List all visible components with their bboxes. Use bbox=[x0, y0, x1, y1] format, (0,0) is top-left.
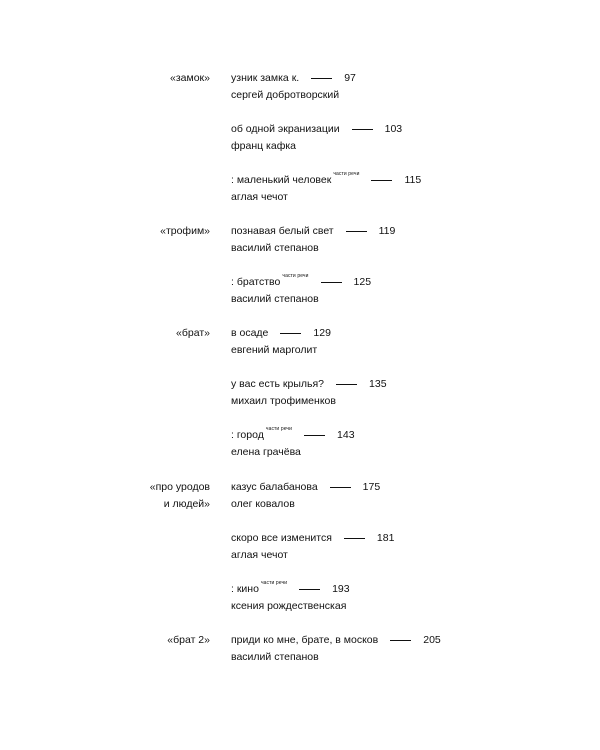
leader-dash bbox=[346, 231, 367, 232]
page-number: 129 bbox=[313, 327, 331, 339]
leader-dash bbox=[304, 435, 325, 436]
page-number: 125 bbox=[353, 276, 372, 288]
toc-entry[interactable] bbox=[231, 427, 571, 461]
entry-author: аглая чечот bbox=[231, 191, 288, 203]
toc-entry[interactable] bbox=[231, 121, 571, 155]
leader-dash bbox=[371, 180, 392, 181]
section-label-brat: «брат» bbox=[176, 327, 210, 339]
leader-dash bbox=[344, 538, 365, 539]
toc-entry[interactable] bbox=[231, 479, 571, 513]
entry-title: в осаде bbox=[231, 327, 269, 339]
leader-dash bbox=[352, 129, 373, 130]
entry-title-line bbox=[231, 427, 571, 443]
entry-title: узник замка к. bbox=[231, 72, 300, 84]
toc-entry[interactable] bbox=[231, 632, 571, 666]
entry-tag: части речи bbox=[265, 425, 293, 432]
entry-title-line bbox=[231, 530, 571, 546]
entry-title: приди ко мне, брате, в москов bbox=[231, 634, 379, 646]
entry-title-line bbox=[231, 172, 571, 188]
page-number: 193 bbox=[332, 583, 350, 595]
entry-title-line bbox=[231, 121, 571, 137]
leader-dash bbox=[321, 282, 342, 283]
page-number: 103 bbox=[384, 123, 403, 135]
section-label-trofim: «трофим» bbox=[160, 225, 210, 237]
toc-entry[interactable] bbox=[231, 376, 571, 410]
page-number: 97 bbox=[344, 72, 356, 84]
page-number: 205 bbox=[423, 634, 441, 646]
leader-dash bbox=[390, 640, 411, 641]
entry-title-line bbox=[231, 581, 571, 597]
toc-entry[interactable] bbox=[231, 530, 571, 564]
leader-dash bbox=[336, 384, 357, 385]
entry-title-line bbox=[231, 325, 571, 341]
toc-entry[interactable] bbox=[231, 325, 571, 359]
entry-author: василий степанов bbox=[231, 293, 319, 305]
entry-author: василий степанов bbox=[231, 242, 319, 254]
entry-author: олег ковалов bbox=[231, 498, 295, 510]
entry-title-line bbox=[231, 632, 571, 648]
toc-entry[interactable] bbox=[231, 581, 571, 615]
section-label-pro-urodov-i-lyudey: «про уродов и людей» bbox=[149, 481, 210, 510]
entry-author: василий степанов bbox=[231, 651, 319, 663]
entry-title: об одной экранизации bbox=[231, 123, 340, 135]
entry-tag: части речи bbox=[333, 170, 360, 177]
leader-dash bbox=[330, 487, 351, 488]
entry-author: ксения рождественская bbox=[231, 600, 347, 612]
entry-tag: части речи bbox=[282, 272, 309, 279]
entry-title: скоро все изменится bbox=[231, 532, 332, 544]
page-number: 135 bbox=[369, 378, 387, 390]
entry-author: михаил трофименков bbox=[231, 395, 336, 407]
entry-title: казус балабанова bbox=[231, 481, 318, 493]
entry-title-line bbox=[231, 479, 571, 495]
entry-author: елена грачёва bbox=[231, 446, 301, 458]
entry-title: : город bbox=[231, 429, 264, 441]
toc-entry[interactable] bbox=[231, 223, 571, 257]
entry-author: евгений марголит bbox=[231, 344, 318, 356]
section-label-brat-2: «брат 2» bbox=[167, 634, 210, 646]
section-label-zamok: «замок» bbox=[170, 72, 210, 84]
toc-entry[interactable] bbox=[231, 274, 571, 308]
entry-tag: части речи bbox=[260, 579, 288, 586]
leader-dash bbox=[280, 333, 301, 334]
entry-title-line bbox=[231, 223, 571, 239]
toc-entry[interactable] bbox=[231, 70, 571, 104]
entry-title: : братство bbox=[231, 276, 281, 288]
page-number: 119 bbox=[378, 225, 396, 237]
entry-author: франц кафка bbox=[231, 140, 297, 152]
page-number: 143 bbox=[337, 429, 355, 441]
leader-dash bbox=[299, 589, 320, 590]
entry-title-line bbox=[231, 376, 571, 392]
entry-title: : кино bbox=[231, 583, 259, 595]
entry-title: : маленький человек bbox=[231, 174, 332, 186]
entry-title-line bbox=[231, 274, 571, 290]
toc-entry[interactable] bbox=[231, 172, 571, 206]
page-number: 115 bbox=[404, 174, 422, 186]
page-number: 181 bbox=[376, 532, 395, 544]
entry-title-line bbox=[231, 70, 571, 86]
entry-title: у вас есть крылья? bbox=[231, 378, 325, 390]
leader-dash bbox=[311, 78, 332, 79]
page-number: 175 bbox=[362, 481, 381, 493]
entry-title: познавая белый свет bbox=[231, 225, 334, 237]
entry-author: сергей добротворский bbox=[231, 89, 340, 101]
entry-author: аглая чечот bbox=[231, 549, 288, 561]
